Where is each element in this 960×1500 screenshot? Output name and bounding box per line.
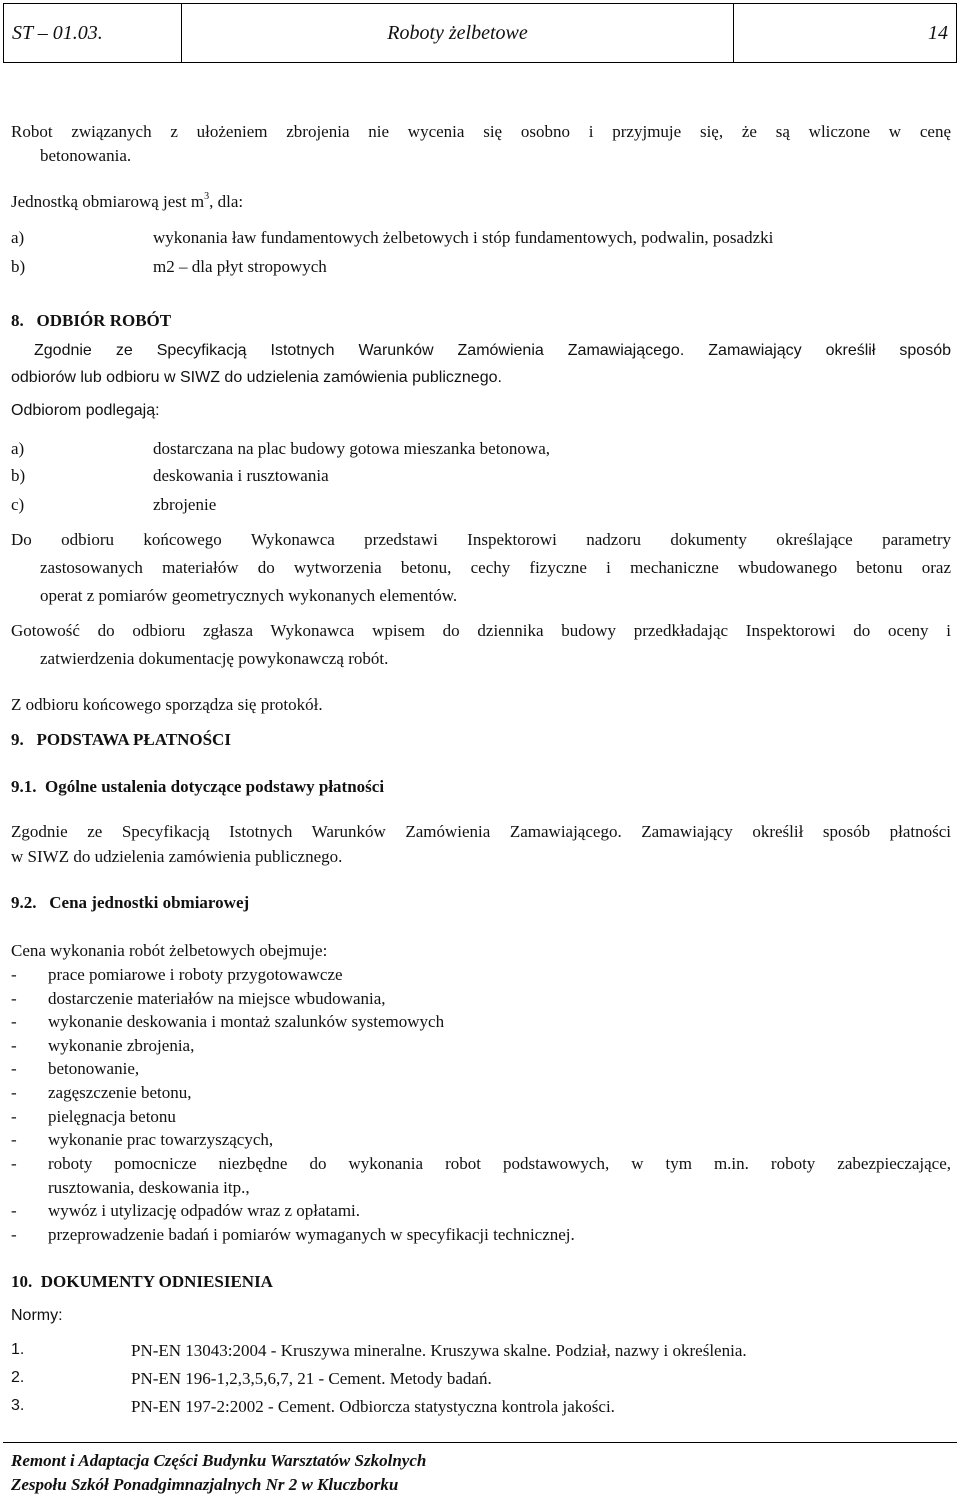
payment-line-2: w SIWZ do udzielenia zamówienia publicznego. bbox=[11, 847, 343, 866]
list-item-continuation: rusztowania, deskowania itp., bbox=[48, 1178, 250, 1197]
section-9-2-heading: 9.2. Cena jednostki obmiarowej bbox=[11, 893, 250, 912]
section-9-heading: 9. PODSTAWA PŁATNOŚCI bbox=[11, 730, 231, 749]
final-acceptance-line-1: Do odbioru końcowego Wykonawca przedstawi Inspektorowi nadzoru dokumenty określające parametry bbox=[11, 530, 951, 549]
section-8-para-line-2: odbiorów lub odbioru w SIWZ do udzielenia zamówienia publicznego. bbox=[11, 369, 502, 386]
norms-label: Normy: bbox=[11, 1307, 63, 1324]
final-acceptance-line-3: operat z pomiarów geometrycznych wykonanych elementów. bbox=[40, 586, 458, 605]
readiness-line-1: Gotowość do odbioru zgłasza Wykonawca wpisem do dziennika budowy przedkładając Inspektorowi do oceny i bbox=[11, 621, 951, 640]
page-header bbox=[3, 3, 957, 63]
intro-line-1: Robot związanych z ułożeniem zbrojenia nie wycenia się osobno i przyjmuje się, że są wliczone w cenę bbox=[11, 122, 951, 141]
final-acceptance-line-2: zastosowanych materiałów do wytworzenia betonu, cechy fizyczne i mechaniczne wbudowanego betonu oraz bbox=[40, 558, 951, 577]
section-8-heading: 8. ODBIÓR ROBÓT bbox=[11, 311, 172, 330]
footer-line-1: Remont i Adaptacja Części Budynku Warsztatów Szkolnych bbox=[11, 1451, 427, 1470]
footer-line-2: Zespołu Szkół Ponadgimnazjalnych Nr 2 w Kluczborku bbox=[11, 1475, 399, 1494]
intro-line-2: betonowania. bbox=[40, 146, 132, 165]
readiness-line-2: zatwierdzenia dokumentację powykonawczą robót. bbox=[40, 649, 389, 668]
section-9-1-heading: 9.1. Ogólne ustalenia dotyczące podstawy płatności bbox=[11, 777, 385, 796]
page-footer bbox=[3, 1442, 957, 1494]
protocol-line: Z odbioru końcowego sporządza się protokół. bbox=[11, 695, 323, 714]
acceptance-subject: Odbiorom podlegają: bbox=[11, 402, 160, 419]
unit-line: Jednostką obmiarową jest $m^3$, dla: bbox=[11, 191, 244, 211]
price-intro: Cena wykonania robót żelbetowych obejmuje: bbox=[11, 941, 328, 960]
page-number: 14 bbox=[928, 21, 948, 44]
section-8-para-line-1: Zgodnie ze Specyfikacją Istotnych Warunków Zamówienia Zamawiającego. Zamawiający określił sposób bbox=[34, 342, 951, 359]
spec-code: ST – 01.03. bbox=[4, 4, 182, 62]
payment-line-1: Zgodnie ze Specyfikacją Istotnych Warunków Zamówienia Zamawiającego. Zamawiający określił sposób płatności bbox=[11, 822, 951, 841]
document-title: Roboty żelbetowe bbox=[182, 4, 734, 62]
section-10-heading: 10. DOKUMENTY ODNIESIENIA bbox=[11, 1272, 273, 1291]
